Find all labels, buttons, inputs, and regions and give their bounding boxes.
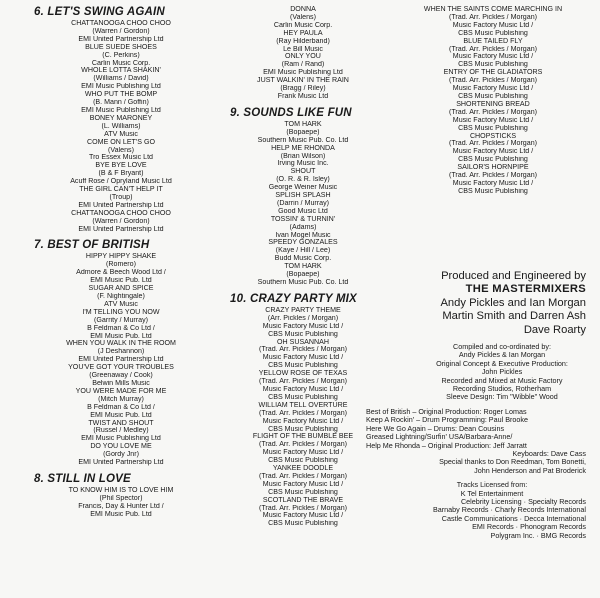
column-left — [28, 6, 214, 525]
track-credit-line: (Brian Wilson) — [280, 152, 326, 160]
track-credit-line: (Trad. Arr. Pickles / Morgan) — [258, 504, 348, 512]
track-credit-line: HELP ME RHONDA — [271, 144, 335, 152]
track-credit-line: EMI United Partnership Ltd — [78, 35, 164, 43]
track-credit-line: Music Factory Music Ltd / — [452, 116, 534, 124]
track-credit-line: ATV Music — [104, 300, 138, 308]
section-heading: 7. BEST OF BRITISH — [34, 239, 150, 252]
track-credit-line: CBS Music Publishing — [268, 330, 338, 338]
credit-line: Here We Go Again – Drums: Dean Cousins — [366, 423, 505, 433]
track-credit-line: (Romero) — [106, 261, 136, 269]
track-credit-line: JUST WALKIN' IN THE RAIN — [257, 77, 349, 85]
track-credit-line: BONEY MARONEY — [89, 114, 153, 122]
track-credit-line: WILLIAM TELL OVERTURE — [258, 401, 348, 409]
track-credit-line: WHEN YOU WALK IN THE ROOM — [66, 340, 176, 348]
track-credit-line: (Trad. Arr. Pickles / Morgan) — [258, 378, 348, 386]
credit-line: Recording Studios, Rotherham — [452, 384, 552, 394]
track-credit-line: (Ram / Rand) — [281, 61, 325, 69]
track-credit-line: CBS Music Publishing — [268, 425, 338, 433]
track-credit-line: (Trad. Arr. Pickles / Morgan) — [448, 140, 538, 148]
producer-names-1: Andy Pickles and Ian Morgan — [440, 296, 586, 309]
track-credit-line: Budd Music Corp. — [274, 255, 332, 263]
track-credit-line: COME ON LET'S GO — [87, 138, 155, 146]
track-credit-line: CBS Music Publishing — [268, 362, 338, 370]
track-credit-line: (Trad. Arr. Pickles / Morgan) — [448, 45, 538, 53]
track-credit-line: (Adams) — [289, 223, 317, 231]
track-credit-line: CBS Music Publishing — [268, 393, 338, 401]
track-section — [28, 6, 214, 233]
track-credit-line: George Weiner Music — [268, 184, 338, 192]
track-credit-line: Music Factory Music Ltd / — [262, 417, 344, 425]
track-credit-line: CHATTANOOGA CHOO CHOO — [71, 209, 171, 217]
track-credit-line: EMI Music Pub. Ltd — [90, 510, 152, 518]
track-credit-line: CBS Music Publishing — [268, 488, 338, 496]
credit-line: Greased Lightning/Surfin' USA/Barbara-Anne/ — [366, 432, 513, 442]
track-credit-line: BLUE SUEDE SHOES — [85, 43, 157, 51]
credit-line: Castle Communications · Decca International — [441, 513, 586, 523]
track-credit-line: Music Factory Music Ltd / — [452, 53, 534, 61]
track-credit-line: CBS Music Publishing — [268, 457, 338, 465]
credit-line: Andy Pickles & Ian Morgan — [458, 350, 546, 360]
track-credit-line: (Trad. Arr. Pickles / Morgan) — [448, 13, 538, 21]
track-credit-line: (Trad. Arr. Pickles / Morgan) — [258, 346, 348, 354]
track-credit-line: (Williams / David) — [93, 75, 149, 83]
track-credit-line: (J Deshannon) — [97, 348, 145, 356]
track-credit-line: Acuff Rose / Opryland Music Ltd — [70, 178, 172, 186]
track-credit-line: (Mitch Murray) — [98, 395, 144, 403]
credit-line: EMI Records · Phonogram Records — [472, 522, 586, 532]
track-credit-line: Good Music Ltd — [278, 207, 328, 215]
track-credit-line: (F. Nightingale) — [97, 293, 145, 300]
credit-line: Polygram Inc. · BMG Records — [490, 530, 586, 540]
track-credit-line: EMI United Partnership Ltd — [78, 225, 164, 233]
track-credit-line: CHOPSTICKS — [469, 132, 517, 140]
track-credit-line: OH SUSANNAH — [276, 338, 330, 346]
track-credit-line: SAILOR'S HORNPIPE — [457, 164, 529, 172]
track-credit-line: Francis, Day & Hunter Ltd / — [78, 502, 164, 510]
credit-line: Keep A Rockin' – Drum Programming: Paul Brooke — [366, 415, 528, 425]
track-credit-line: (Valens) — [108, 146, 134, 154]
section-heading: 10. CRAZY PARTY MIX — [230, 292, 357, 305]
track-credit-line: (Troup) — [109, 193, 133, 201]
track-credit-line: (Trad. Arr. Pickles / Morgan) — [258, 472, 348, 480]
section-heading: 9. SOUNDS LIKE FUN — [230, 106, 352, 119]
track-credit-line: B Feldman & Co Ltd / — [87, 403, 155, 411]
track-credit-line: Music Factory Music Ltd / — [262, 385, 344, 393]
credit-line: Compiled and co-ordinated by: — [453, 342, 551, 352]
track-credit-line: (Bopaepe) — [286, 128, 320, 136]
track-credit-line: (Trad. Arr. Pickles / Morgan) — [258, 409, 348, 417]
track-credit-line: Belwin Mills Music — [92, 379, 150, 387]
producer-names-3: Dave Roarty — [523, 323, 586, 336]
credit-line: John Pickles — [481, 367, 523, 377]
credit-line: Keyboards: Dave Cass — [512, 448, 586, 458]
track-credit-line: YELLOW ROSE OF TEXAS — [258, 370, 348, 378]
track-credit-line: WHO PUT THE BOMP — [84, 91, 158, 99]
track-credit-line: YANKEE DOODLE — [272, 465, 334, 473]
credit-line: John Henderson and Pat Broderick — [474, 465, 586, 475]
group-name: THE MASTERMIXERS — [465, 283, 586, 296]
track-credit-line: EMI Music Pub. Ltd — [90, 411, 152, 419]
track-credit-line: (B & F Bryant) — [98, 170, 144, 178]
track-credit-line: (Trad. Arr. Pickles / Morgan) — [448, 172, 538, 180]
credit-line: Recorded and Mixed at Music Factory — [441, 375, 563, 385]
track-credit-line: CBS Music Publishing — [458, 124, 528, 132]
track-credit-line: B Feldman & Co Ltd / — [87, 324, 155, 332]
section-heading: 6. LET'S SWING AGAIN — [34, 6, 165, 18]
track-credit-line: CBS Music Publishing — [458, 92, 528, 100]
track-credit-line: Music Factory Music Ltd / — [452, 179, 534, 187]
track-credit-line: EMI Music Pub. Ltd — [90, 277, 152, 285]
track-credit-line: Tro Essex Music Ltd — [89, 154, 153, 162]
credits-block — [358, 270, 586, 540]
licensed-block — [358, 498, 586, 540]
producer-names-2: Martin Smith and Darren Ash — [442, 310, 586, 323]
track-credit-line: WHOLE LOTTA SHAKIN' — [81, 67, 161, 75]
track-credit-line: Southern Music Pub. Co. Ltd — [257, 136, 349, 144]
track-credit-line: TO KNOW HIM IS TO LOVE HIM — [68, 486, 174, 494]
track-section — [208, 107, 398, 287]
track-credit-line: Irving Music Inc. — [277, 160, 329, 168]
track-credit-line: TOM HARK — [284, 120, 322, 128]
credit-line: Original Concept & Executive Production: — [436, 358, 568, 368]
track-credit-line: TOSSIN' & TURNIN' — [270, 215, 336, 223]
track-credit-line: SHORTENING BREAD — [456, 100, 530, 108]
track-credit-line: YOU WERE MADE FOR ME — [75, 387, 167, 395]
track-credit-line: DONNA — [290, 6, 316, 13]
track-credit-line: Southern Music Pub. Co. Ltd — [257, 279, 349, 286]
track-credit-line: HIPPY HIPPY SHAKE — [85, 253, 157, 261]
track-credit-line: (B. Mann / Goffin) — [93, 99, 149, 107]
track-credit-line: SCOTLAND THE BRAVE — [262, 496, 344, 504]
track-section — [28, 473, 214, 519]
track-credit-line: (Warren / Gordon) — [92, 217, 150, 225]
track-section — [398, 6, 588, 196]
track-credit-line: TWIST AND SHOUT — [88, 419, 154, 427]
track-credit-line: TOM HARK — [284, 263, 322, 271]
track-credit-line: CBS Music Publishing — [458, 61, 528, 69]
track-credit-line: SPEEDY GONZALES — [268, 239, 338, 247]
track-credit-line: SHOUT — [290, 168, 316, 176]
track-credit-line: Music Factory Music Ltd / — [262, 449, 344, 457]
track-credit-line: Music Factory Music Ltd / — [452, 148, 534, 156]
credit-line: Tracks Licensed from: — [456, 480, 528, 490]
track-credit-line: (Darrin / Murray) — [276, 199, 330, 207]
track-credit-line: EMI United Partnership Ltd — [78, 459, 164, 467]
track-credit-line: Carlin Music Corp. — [91, 59, 151, 67]
credit-line: Help Me Rhonda – Original Production: Jeff Jarratt — [366, 440, 527, 450]
track-credit-line: (O. R. & R. Isley) — [276, 176, 330, 184]
licensed-title — [358, 481, 586, 498]
track-credit-line: Carlin Music Corp. — [273, 21, 333, 29]
track-credit-line: CBS Music Publishing — [458, 156, 528, 164]
track-credit-line: ENTRY OF THE GLADIATORS — [443, 69, 543, 77]
track-credit-line: EMI Music Pub. Ltd — [90, 332, 152, 340]
track-credit-line: (Garrity / Murray) — [94, 316, 148, 324]
section-heading: 8. STILL IN LOVE — [34, 472, 131, 485]
track-credit-line: Frank Music Ltd — [277, 92, 329, 100]
track-credit-line: CRAZY PARTY THEME — [265, 306, 341, 314]
track-credit-line: (Ray Hilderband) — [276, 37, 330, 45]
musicians-block — [358, 408, 586, 475]
track-credit-line: EMI Music Publishing Ltd — [263, 69, 343, 77]
track-credit-line: EMI Music Publishing Ltd — [81, 83, 161, 91]
track-credit-line: (Kaye / Hill / Lee) — [275, 247, 331, 255]
credit-line: Sleeve Design: Tim "Wibble" Wood — [446, 392, 558, 402]
track-credit-line: ONLY YOU — [285, 53, 321, 61]
track-credit-line: FLIGHT OF THE BUMBLE BEE — [252, 433, 354, 441]
track-credit-line: (Trad. Arr. Pickles / Morgan) — [448, 77, 538, 85]
track-credit-line: EMI United Partnership Ltd — [78, 356, 164, 364]
track-credit-line: Music Factory Music Ltd / — [452, 85, 534, 93]
track-credit-line: CBS Music Publishing — [268, 520, 338, 528]
track-credit-line: (Greenaway / Cook) — [89, 372, 153, 380]
track-credit-line: DO YOU LOVE ME — [90, 443, 152, 451]
track-credit-line: SUGAR AND SPICE — [88, 285, 154, 293]
track-credit-line: THE GIRL CAN'T HELP IT — [79, 186, 163, 194]
track-credit-line: (Russel / Medley) — [93, 427, 149, 435]
column-right — [398, 6, 588, 202]
track-credit-line: CBS Music Publishing — [458, 29, 528, 37]
track-credit-line: BLUE TAILED FLY — [463, 37, 523, 45]
track-credit-line: (L. Williams) — [101, 122, 141, 130]
track-credit-line: ATV Music — [104, 130, 138, 138]
track-credit-line: SPLISH SPLASH — [275, 192, 331, 200]
track-credit-line: (Bragg / Riley) — [280, 85, 326, 93]
track-credit-line: Ivan Mogel Music — [275, 231, 331, 239]
track-credit-line: Music Factory Music Ltd / — [452, 21, 534, 29]
track-credit-line: (Arr. Pickles / Morgan) — [267, 314, 339, 322]
credit-line: Celebrity Licensing · Specialty Records — [460, 496, 586, 506]
track-credit-line: (Gordy Jnr) — [103, 451, 139, 459]
credit-line: Best of British – Original Production: Roger Lomas — [366, 406, 527, 416]
track-credit-line: (Phil Spector) — [99, 494, 143, 502]
track-credit-line: (Valens) — [290, 13, 316, 21]
track-credit-line: (Trad. Arr. Pickles / Morgan) — [258, 441, 348, 449]
track-credit-line: Admore & Beech Wood Ltd / — [76, 269, 166, 277]
track-credit-line: CHATTANOOGA CHOO CHOO — [71, 20, 171, 27]
compiled-block — [358, 343, 586, 402]
track-credit-line: (C. Perkins) — [102, 51, 140, 59]
track-credit-line: (Trad. Arr. Pickles / Morgan) — [448, 108, 538, 116]
track-credit-line: Music Factory Music Ltd / — [262, 512, 344, 520]
track-credit-line: Le Bill Music — [283, 45, 323, 53]
track-credit-line: Music Factory Music Ltd / — [262, 354, 344, 362]
track-credit-line: I'M TELLING YOU NOW — [82, 308, 160, 316]
track-credit-line: EMI Music Publishing Ltd — [81, 435, 161, 443]
track-credit-line: Music Factory Music Ltd / — [262, 322, 344, 330]
track-credit-line: HEY PAULA — [283, 29, 323, 37]
track-section — [28, 239, 214, 466]
track-credit-line: WHEN THE SAINTS COME MARCHING IN — [423, 6, 563, 13]
track-credit-line: (Warren / Gordon) — [92, 27, 150, 35]
track-credit-line: Music Factory Music Ltd / — [262, 480, 344, 488]
track-credit-line: EMI Music Publishing Ltd — [81, 106, 161, 114]
credit-line: Barnaby Records · Charly Records International — [432, 505, 586, 515]
credit-line: K Tel Entertainment — [460, 488, 524, 498]
produced-by-line: Produced and Engineered by — [441, 270, 586, 282]
track-credit-line: CBS Music Publishing — [458, 187, 528, 195]
track-credit-line: EMI United Partnership Ltd — [78, 201, 164, 209]
track-credit-line: YOU'VE GOT YOUR TROUBLES — [68, 364, 174, 372]
track-credit-line: (Bopaepe) — [286, 271, 320, 279]
track-credit-line: BYE BYE LOVE — [95, 162, 147, 170]
credit-line: Special thanks to Don Reedman, Tom Bonetti, — [439, 457, 586, 467]
track-section — [208, 6, 398, 101]
